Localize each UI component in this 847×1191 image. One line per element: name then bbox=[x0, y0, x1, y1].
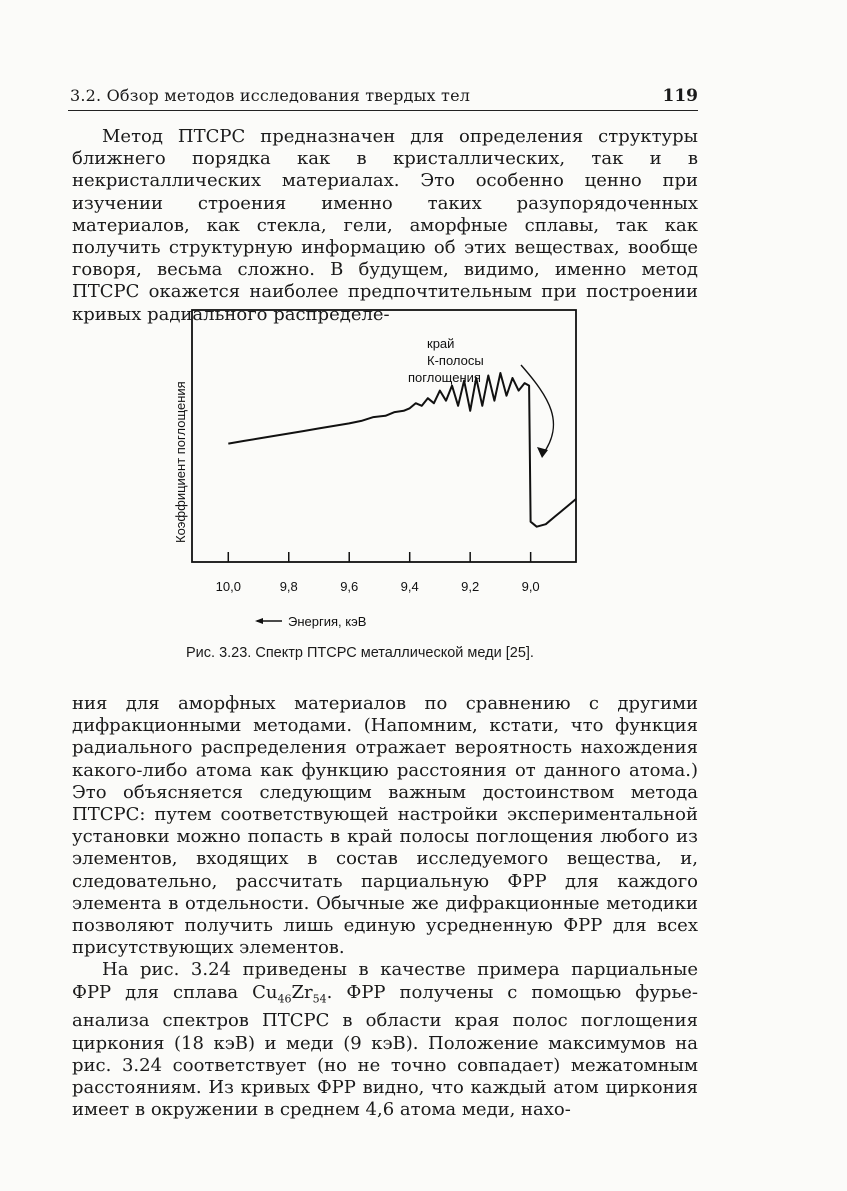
figure-3-23 bbox=[165, 308, 585, 638]
figure-caption: Рис. 3.23. Спектр ПТСРС металлической меди [25]. bbox=[186, 645, 534, 661]
page-number: 119 bbox=[662, 86, 698, 106]
x-tick-label: 9,4 bbox=[400, 579, 419, 594]
spectrum-line bbox=[228, 373, 576, 527]
x-tick-label: 10,0 bbox=[215, 579, 241, 594]
paragraph-text: На рис. 3.24 приведены в качестве примера парциальные ФРР для сплава Cu bbox=[72, 959, 698, 1003]
text-block-bottom bbox=[72, 693, 698, 1121]
text-block-top bbox=[72, 126, 698, 326]
x-tick-label: 9,8 bbox=[279, 579, 298, 594]
paragraph: ния для аморфных материалов по сравнению с другими дифракционными методами. (Напомним, кстати, что функция радиального распределения отражает вероятность нахождения какого-либо атома как функцию расстояния от данного атома.) Это объясняется следующим важным достоинством метода ПТСРС: путем соответствующей настройки экспериментальной установки можно попасть в край полосы поглощения любого из элементов, входящих в состав исследуемого вещества, и, следовательно, рассчитать парциальную ФРР для каждого элемента в отдельности. Обычные же дифракционные методики позволяют получить лишь единую усредненную ФРР для всех присутствующих элементов. bbox=[72, 693, 698, 959]
subscript: 54 bbox=[312, 992, 327, 1006]
plot-frame bbox=[192, 310, 576, 562]
paragraph bbox=[72, 959, 698, 1121]
running-head bbox=[68, 84, 698, 111]
x-tick-label: 9,2 bbox=[461, 579, 480, 594]
absorption-spectrum-chart bbox=[165, 308, 585, 638]
x-axis-label: Энергия, кэВ bbox=[288, 614, 367, 629]
annotation-arrow bbox=[521, 365, 554, 454]
annotation-line-1: край bbox=[427, 336, 455, 351]
paragraph-text: . ФРР получены с помощью фурье-анализа спектров ПТСРС в области края полос поглощения циркония (18 кэВ) и меди (9 кэВ). Положение максимумов на рис. 3.24 соответствует (но не точно совпадает) межатомным расстояниям. Из кривых ФРР видно, что каждый атом циркония имеет в окружении в среднем 4,6 атома меди, нахо- bbox=[72, 981, 698, 1121]
annotation-line-2: К-полосы bbox=[427, 353, 484, 368]
arrow-head-icon bbox=[255, 618, 263, 624]
section-title: 3.2. Обзор методов исследования твердых тел bbox=[70, 86, 471, 105]
y-axis-label: Коэффициент поглощения bbox=[173, 381, 188, 543]
x-tick-label: 9,6 bbox=[340, 579, 359, 594]
paragraph: Метод ПТСРС предназначен для определения структуры ближнего порядка как в кристаллических, так и в некристаллических материалах. Это особенно ценно при изучении строения именно таких разупорядоченных материалов, как стекла, гели, аморфные сплавы, так как получить структурную информацию об этих веществах, вообще говоря, весьма сложно. В будущем, видимо, именно метод ПТСРС окажется наиболее предпочтительным при построении кривых радиального распределе- bbox=[72, 126, 698, 325]
paragraph-text: Zr bbox=[291, 981, 313, 1003]
x-tick-label: 9,0 bbox=[521, 579, 540, 594]
x-axis-label-group bbox=[255, 614, 366, 629]
annotation-line-3: поглощения bbox=[408, 370, 481, 385]
subscript: 46 bbox=[277, 992, 292, 1006]
